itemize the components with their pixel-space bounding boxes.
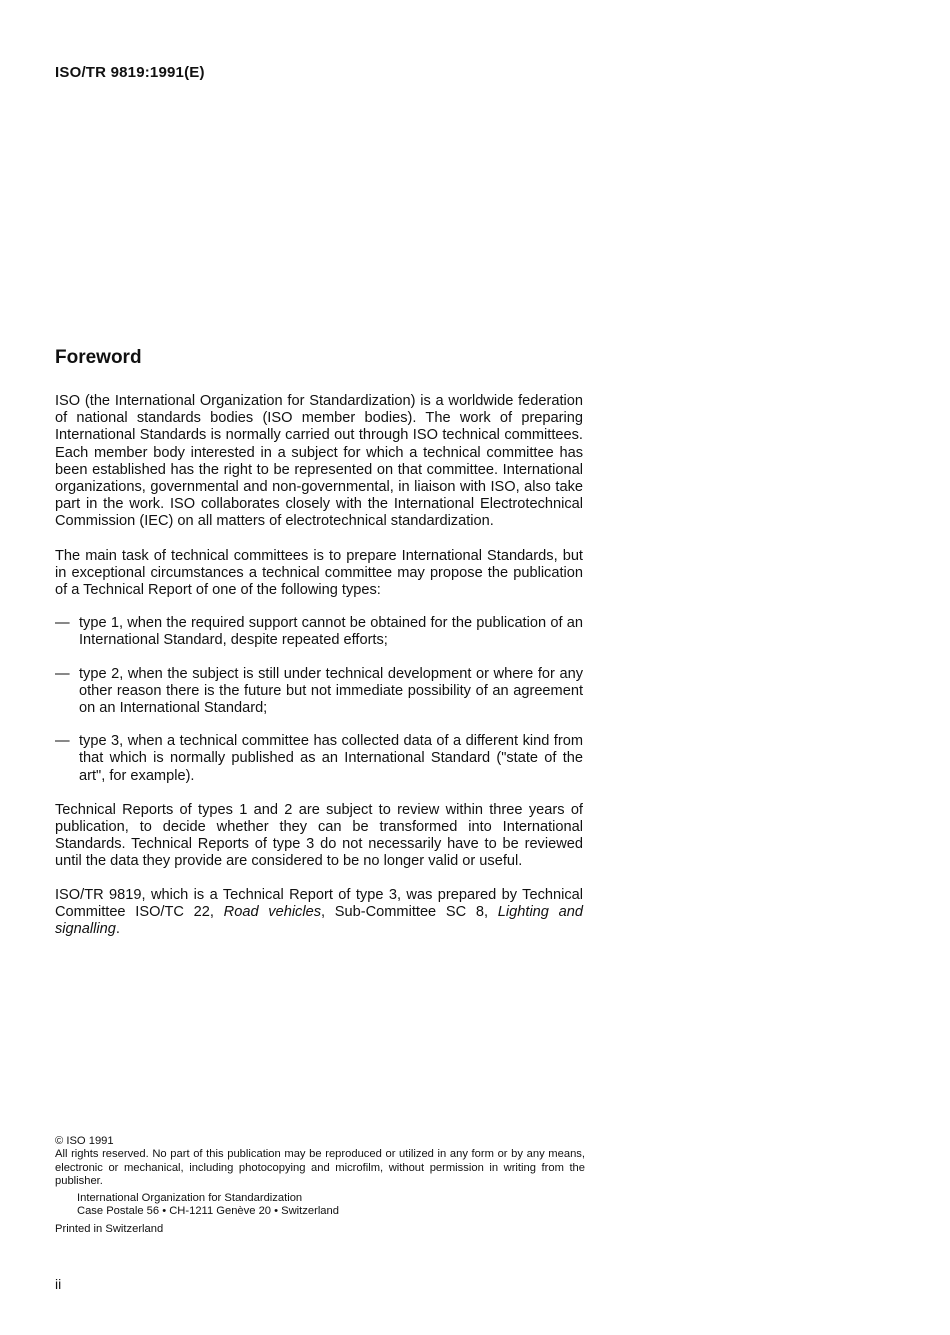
dash-bullet: — [55,615,70,632]
foreword-paragraph-2: The main task of technical committees is to prepare International Standards, but in exceptional circumstances a technical committee may propose the publication of a Technical Report of one of the following types: [55,547,583,599]
list-item [55,733,583,785]
copyright-block [55,1135,585,1237]
dash-bullet: — [55,665,70,682]
list-item-text: type 3, when a technical committee has collected data of a different kind from that which is normally published as an International Standard ("state of the art", for example). [79,733,583,784]
organization-address [77,1192,585,1219]
para4-text-end: . [115,921,120,938]
organization-name: International Organization for Standardization [77,1191,303,1204]
para4-text-start: ISO/TR 9819, which is a Technical Report of type 3, was prepared by Technical Committee ISO/TC 22, [55,886,583,920]
foreword-body [55,393,583,954]
list-item [55,666,583,718]
para4-text-mid: , Sub-Committee SC 8, [321,903,498,920]
list-item-text: type 1, when the required support cannot be obtained for the publication of an International Standard, despite repeated efforts; [79,615,583,649]
printed-in: Printed in Switzerland [55,1223,164,1236]
rights-statement: All rights reserved. No part of this publication may be reproduced or utilized in any form or by any means, electronic or mechanical, including photocopying and microfilm, without permission in writing from the publisher. [55,1148,585,1188]
copyright-line: © ISO 1991 [55,1135,114,1147]
foreword-paragraph-3: Technical Reports of types 1 and 2 are subject to review within three years of publication, to decide whether they can be transformed into International Standards. Technical Reports of type 3 do not necessarily have to be reviewed until the data they provide are considered to be no longer valid or useful. [55,801,583,870]
foreword-paragraph-1: ISO (the International Organization for Standardization) is a worldwide federation of national standards bodies (ISO member bodies). The work of preparing International Standards is normally carried out through ISO technical committees. Each member body interested in a subject for which a technical committee has been established has the right to be represented on that committee. International organizations, governmental and non-governmental, in liaison with ISO, also take part in the work. ISO collaborates closely with the International Electrotechnical Commission (IEC) on all matters of electrotechnical standardization. [55,393,583,530]
page-number: ii [55,1276,62,1292]
list-item [55,615,583,649]
para4-road-vehicles: Road vehicles [223,903,322,920]
list-item-text: type 2, when the subject is still under technical development or where for any other reason there is the future but not immediate possibility of an agreement on an International Standard; [79,665,583,717]
section-title-foreword: Foreword [55,347,142,368]
para4-lighting-signalling: Lighting and signalling [55,903,583,938]
report-types-list [55,615,583,785]
foreword-paragraph-4 [55,887,583,939]
postal-address: Case Postale 56 • CH-1211 Genève 20 • Switzerland [77,1205,339,1218]
document-id: ISO/TR 9819:1991(E) [55,64,205,81]
dash-bullet: — [55,733,70,750]
